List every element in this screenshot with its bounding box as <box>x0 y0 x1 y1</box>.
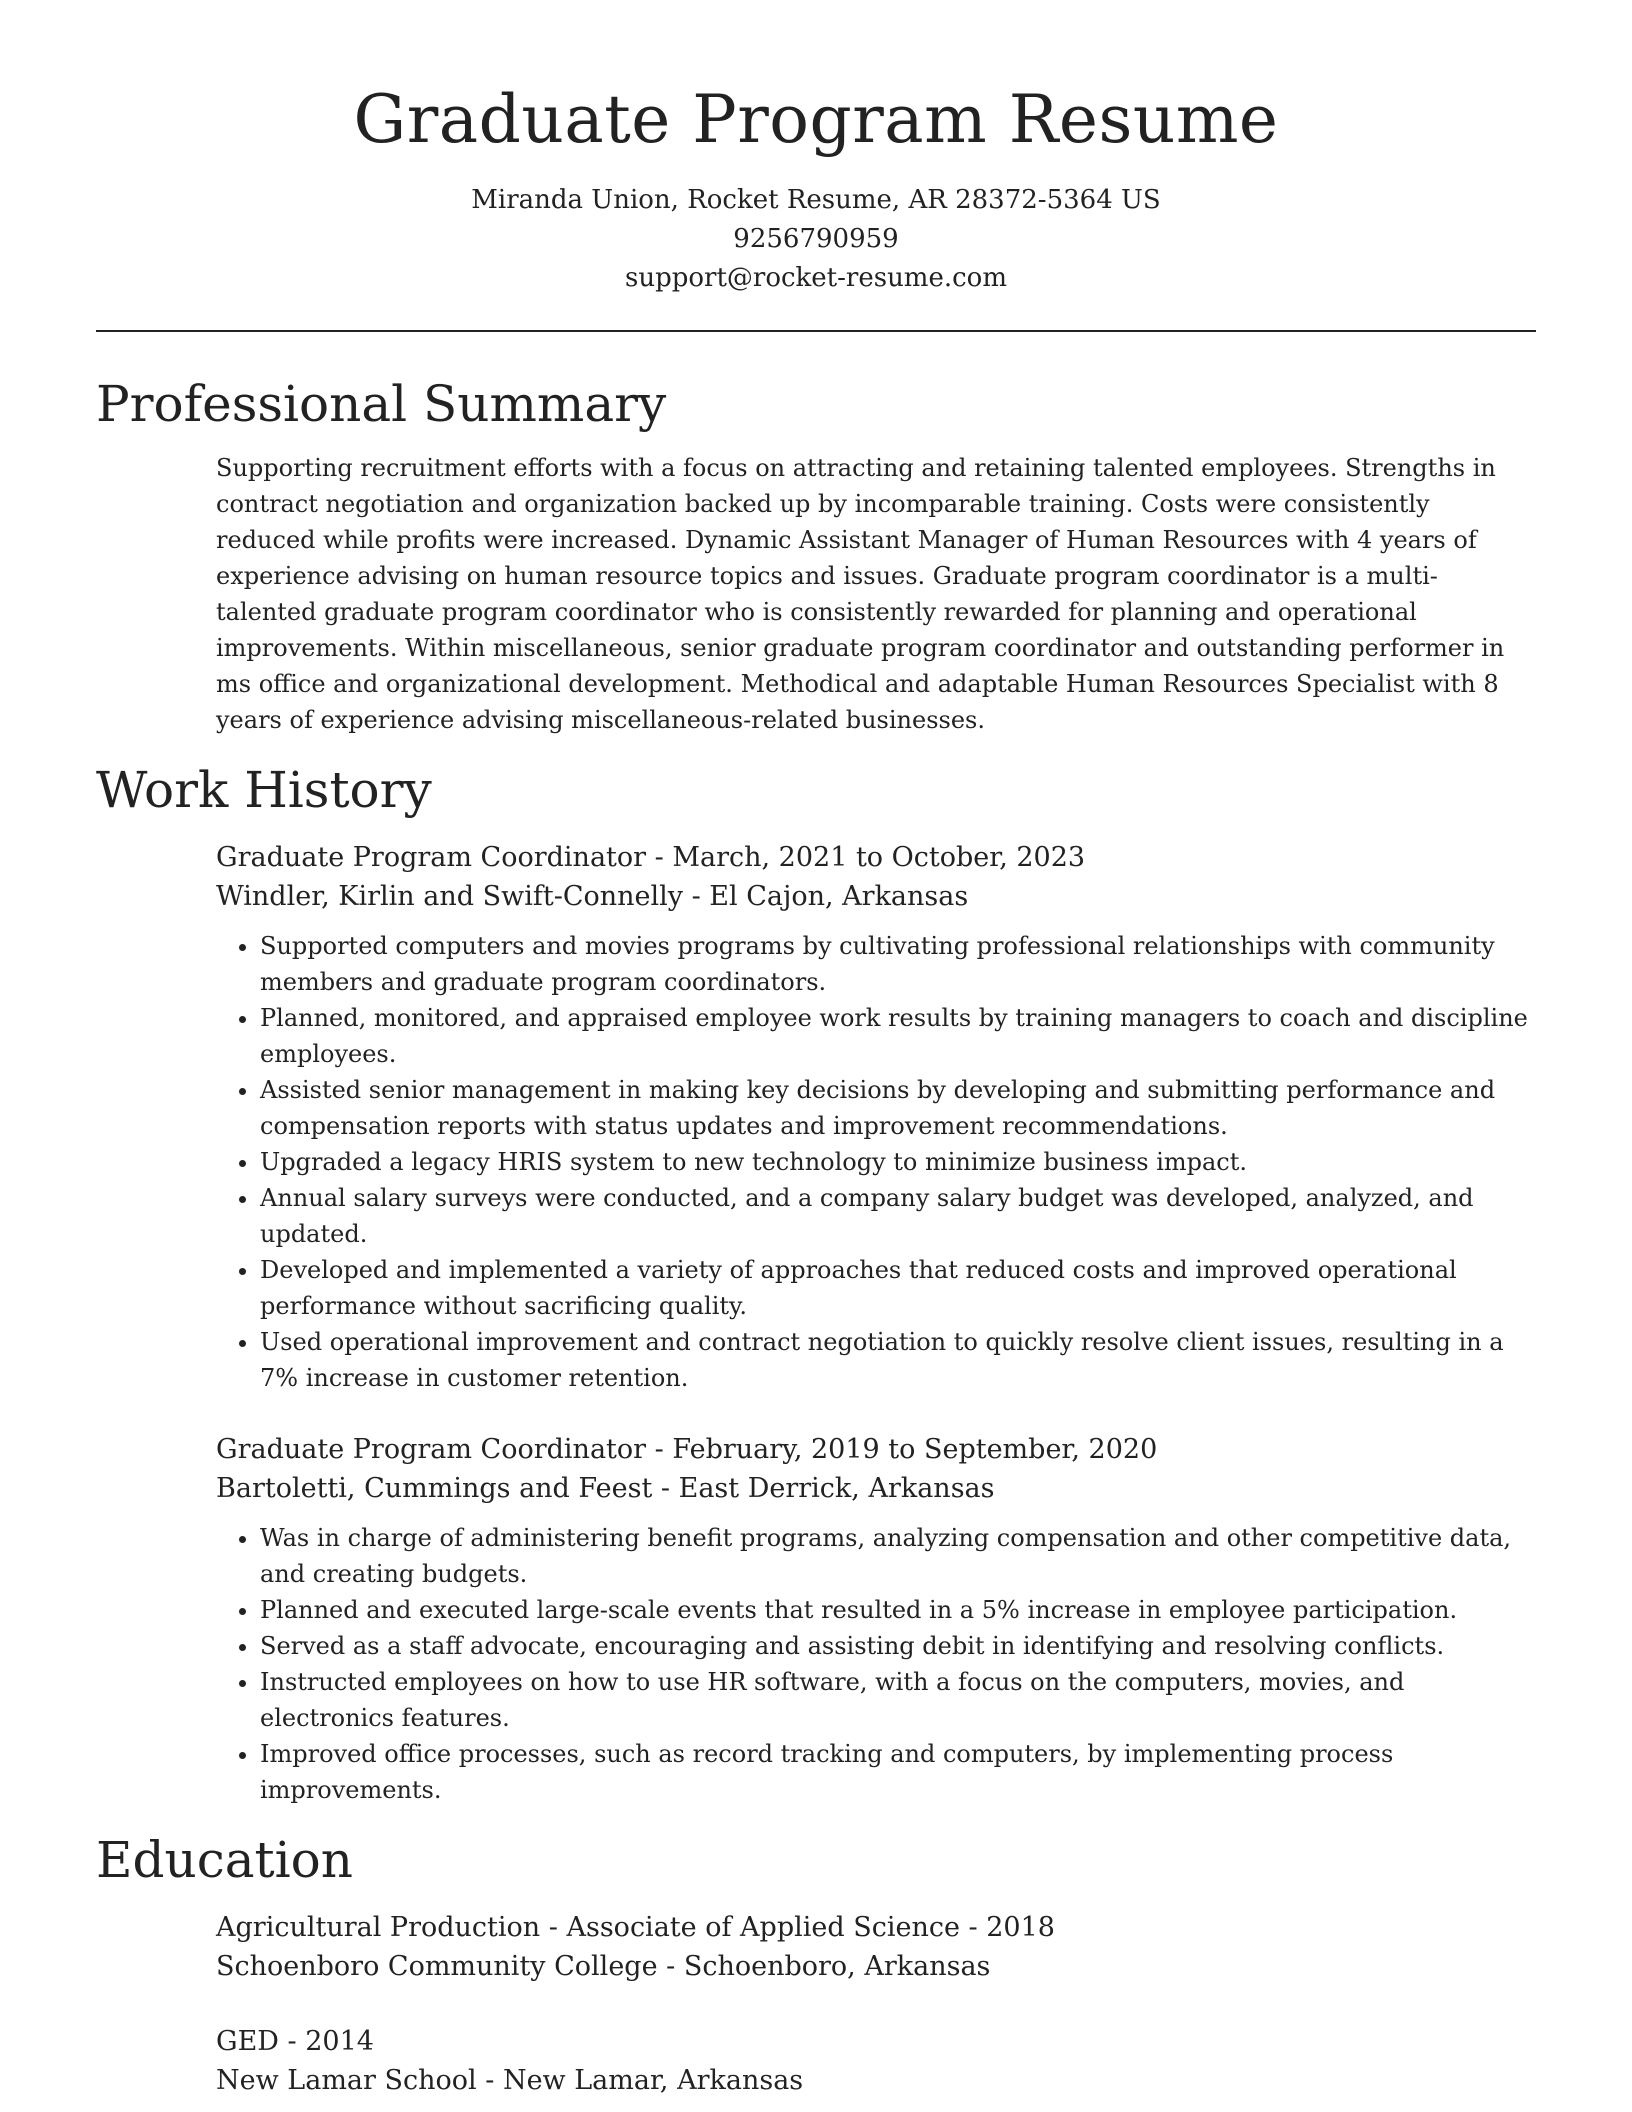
job-title-line: Graduate Program Coordinator - March, 2021 to October, 2023 <box>216 842 1086 874</box>
job-entry <box>216 1430 1536 1808</box>
education-degree-line: Agricultural Production - Associate of Applied Science - 2018 <box>216 1912 1055 1944</box>
job-bullet: • Annual salary surveys were conducted, and a company salary budget was developed, analyzed, and updated. <box>260 1180 1536 1252</box>
job-bullet: • Instructed employees on how to use HR software, with a focus on the computers, movies, and electronics features. <box>260 1664 1536 1736</box>
job-bullet-list <box>216 928 1536 1396</box>
education-section <box>96 1830 1536 2100</box>
resume-header <box>96 0 1536 298</box>
contact-address: Miranda Union, Rocket Resume, AR 28372-5364 US <box>471 185 1161 216</box>
education-degree-line: GED - 2014 <box>216 2026 374 2058</box>
job-company-line: Bartoletti, Cummings and Feest - East Derrick, Arkansas <box>216 1473 995 1505</box>
job-bullet: • Was in charge of administering benefit programs, analyzing compensation and other competitive data, and creating budgets. <box>260 1520 1536 1592</box>
contact-email: support@rocket-resume.com <box>624 263 1007 294</box>
job-title-line: Graduate Program Coordinator - February, 2019 to September, 2020 <box>216 1434 1158 1466</box>
job-bullet: • Used operational improvement and contract negotiation to quickly resolve client issues, resulting in a 7% increase in customer retention. <box>260 1324 1536 1396</box>
job-bullet: • Upgraded a legacy HRIS system to new technology to minimize business impact. <box>260 1144 1536 1180</box>
job-bullet: • Supported computers and movies programs by cultivating professional relationships with community members and graduate program coordinators. <box>260 928 1536 1000</box>
education-school-line: Schoenboro Community College - Schoenboro, Arkansas <box>216 1951 991 1983</box>
education-school-line: New Lamar School - New Lamar, Arkansas <box>216 2065 804 2097</box>
contact-phone: 9256790959 <box>733 224 899 255</box>
education-entry <box>216 1908 1536 1986</box>
job-bullet: • Planned, monitored, and appraised employee work results by training managers to coach and discipline employees. <box>260 1000 1536 1072</box>
work-history-section <box>96 760 1536 1808</box>
resume-title: Graduate Program Resume <box>353 81 1279 158</box>
summary-heading: Professional Summary <box>96 375 667 434</box>
job-bullet-list <box>216 1520 1536 1808</box>
job-entry <box>216 838 1536 1396</box>
job-bullet: • Assisted senior management in making key decisions by developing and submitting performance and compensation reports with status updates and improvement recommendations. <box>260 1072 1536 1144</box>
job-bullet: • Developed and implemented a variety of approaches that reduced costs and improved operational performance without sacrificing quality. <box>260 1252 1536 1324</box>
job-company-line: Windler, Kirlin and Swift-Connelly - El Cajon, Arkansas <box>216 881 969 913</box>
header-divider <box>96 330 1536 332</box>
job-bullet: • Improved office processes, such as record tracking and computers, by implementing process improvements. <box>260 1736 1536 1808</box>
resume-page <box>96 0 1536 2100</box>
education-heading: Education <box>96 1831 353 1890</box>
summary-text: Supporting recruitment efforts with a focus on attracting and retaining talented employees. Strengths in contract negotiation and organization backed up by incomparable training. Costs were consistently reduced while profits were increased. Dynamic Assistant Manager of Human Resources with 4 years of experience advising on human resource topics and issues. Graduate program coordinator is a multi-talented graduate program coordinator who is consistently rewarded for planning and operational improvements. Within miscellaneous, senior graduate program coordinator and outstanding performer in ms office and organizational development. Methodical and adaptable Human Resources Specialist with 8 years of experience advising miscellaneous-related businesses. <box>216 454 1505 735</box>
work-history-heading: Work History <box>96 761 432 820</box>
summary-section <box>96 374 1536 738</box>
job-bullet: • Served as a staff advocate, encouraging and assisting debit in identifying and resolving conflicts. <box>260 1628 1536 1664</box>
job-bullet: • Planned and executed large-scale events that resulted in a 5% increase in employee participation. <box>260 1592 1536 1628</box>
education-entry <box>216 2022 1536 2100</box>
